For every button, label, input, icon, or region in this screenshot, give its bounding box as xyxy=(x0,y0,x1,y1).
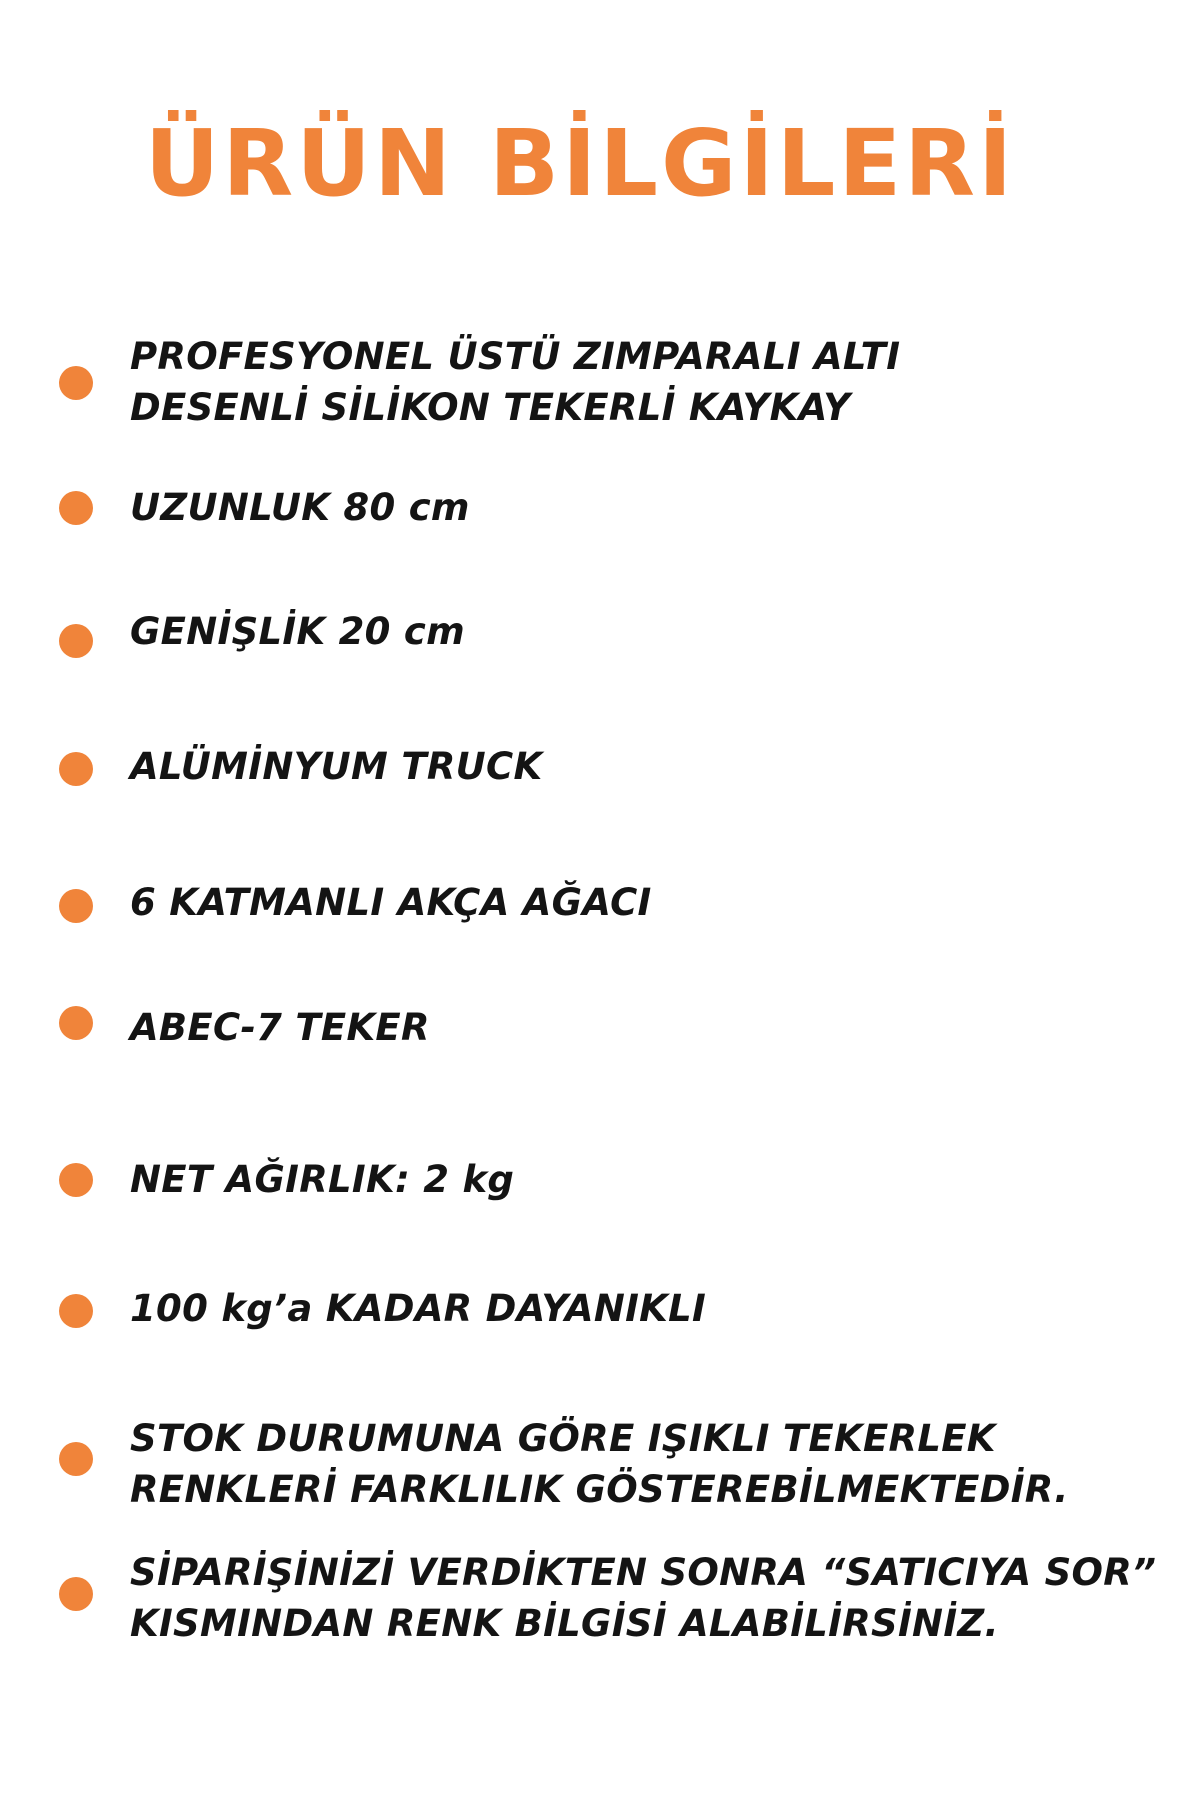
item-text-line-1: ABEC-7 TEKER xyxy=(130,1006,430,1049)
page-title: ÜRÜN BİLGİLERİ xyxy=(144,110,1016,217)
list-item xyxy=(130,877,1160,928)
bullet-icon xyxy=(59,1442,93,1476)
item-text-line-2: KISMINDAN RENK BİLGİSİ ALABİLİRSİNİZ. xyxy=(130,1602,999,1645)
bullet-icon xyxy=(59,752,93,786)
bullet-icon xyxy=(59,624,93,658)
bullet-icon xyxy=(59,366,93,400)
item-text-line-1: STOK DURUMUNA GÖRE IŞIKLI TEKERLEK xyxy=(130,1417,996,1460)
list-item xyxy=(130,1413,1160,1515)
list-item xyxy=(130,331,1160,433)
bullet-icon xyxy=(59,889,93,923)
bullet-icon xyxy=(59,1006,93,1040)
bullet-icon xyxy=(59,491,93,525)
item-text-line-1: ALÜMİNYUM TRUCK xyxy=(130,745,543,788)
bullet-icon xyxy=(59,1294,93,1328)
item-text-line-2: DESENLİ SİLİKON TEKERLİ KAYKAY xyxy=(130,386,851,429)
item-text-line-1: NET AĞIRLIK: 2 kg xyxy=(130,1158,515,1201)
list-item xyxy=(130,1283,1160,1334)
list-item xyxy=(130,606,1160,657)
bullet-icon xyxy=(59,1163,93,1197)
item-text-line-1: PROFESYONEL ÜSTÜ ZIMPARALI ALTI xyxy=(130,335,901,378)
item-text-line-1: GENİŞLİK 20 cm xyxy=(130,610,465,653)
item-text-line-2: RENKLERİ FARKLILIK GÖSTEREBİLMEKTEDİR. xyxy=(130,1468,1069,1511)
item-text-line-1: SİPARİŞİNİZİ VERDİKTEN SONRA “SATICIYA SOR” xyxy=(130,1551,1157,1594)
list-item xyxy=(130,1154,1160,1205)
item-text-line-1: 100 kg’a KADAR DAYANIKLI xyxy=(130,1287,707,1330)
list-item xyxy=(130,1002,1160,1053)
item-text-line-1: 6 KATMANLI AKÇA AĞACI xyxy=(130,881,652,924)
list-item xyxy=(130,482,1160,533)
item-text-line-1: UZUNLUK 80 cm xyxy=(130,486,470,529)
bullet-icon xyxy=(59,1577,93,1611)
list-item xyxy=(130,741,1160,792)
list-item xyxy=(130,1547,1160,1649)
